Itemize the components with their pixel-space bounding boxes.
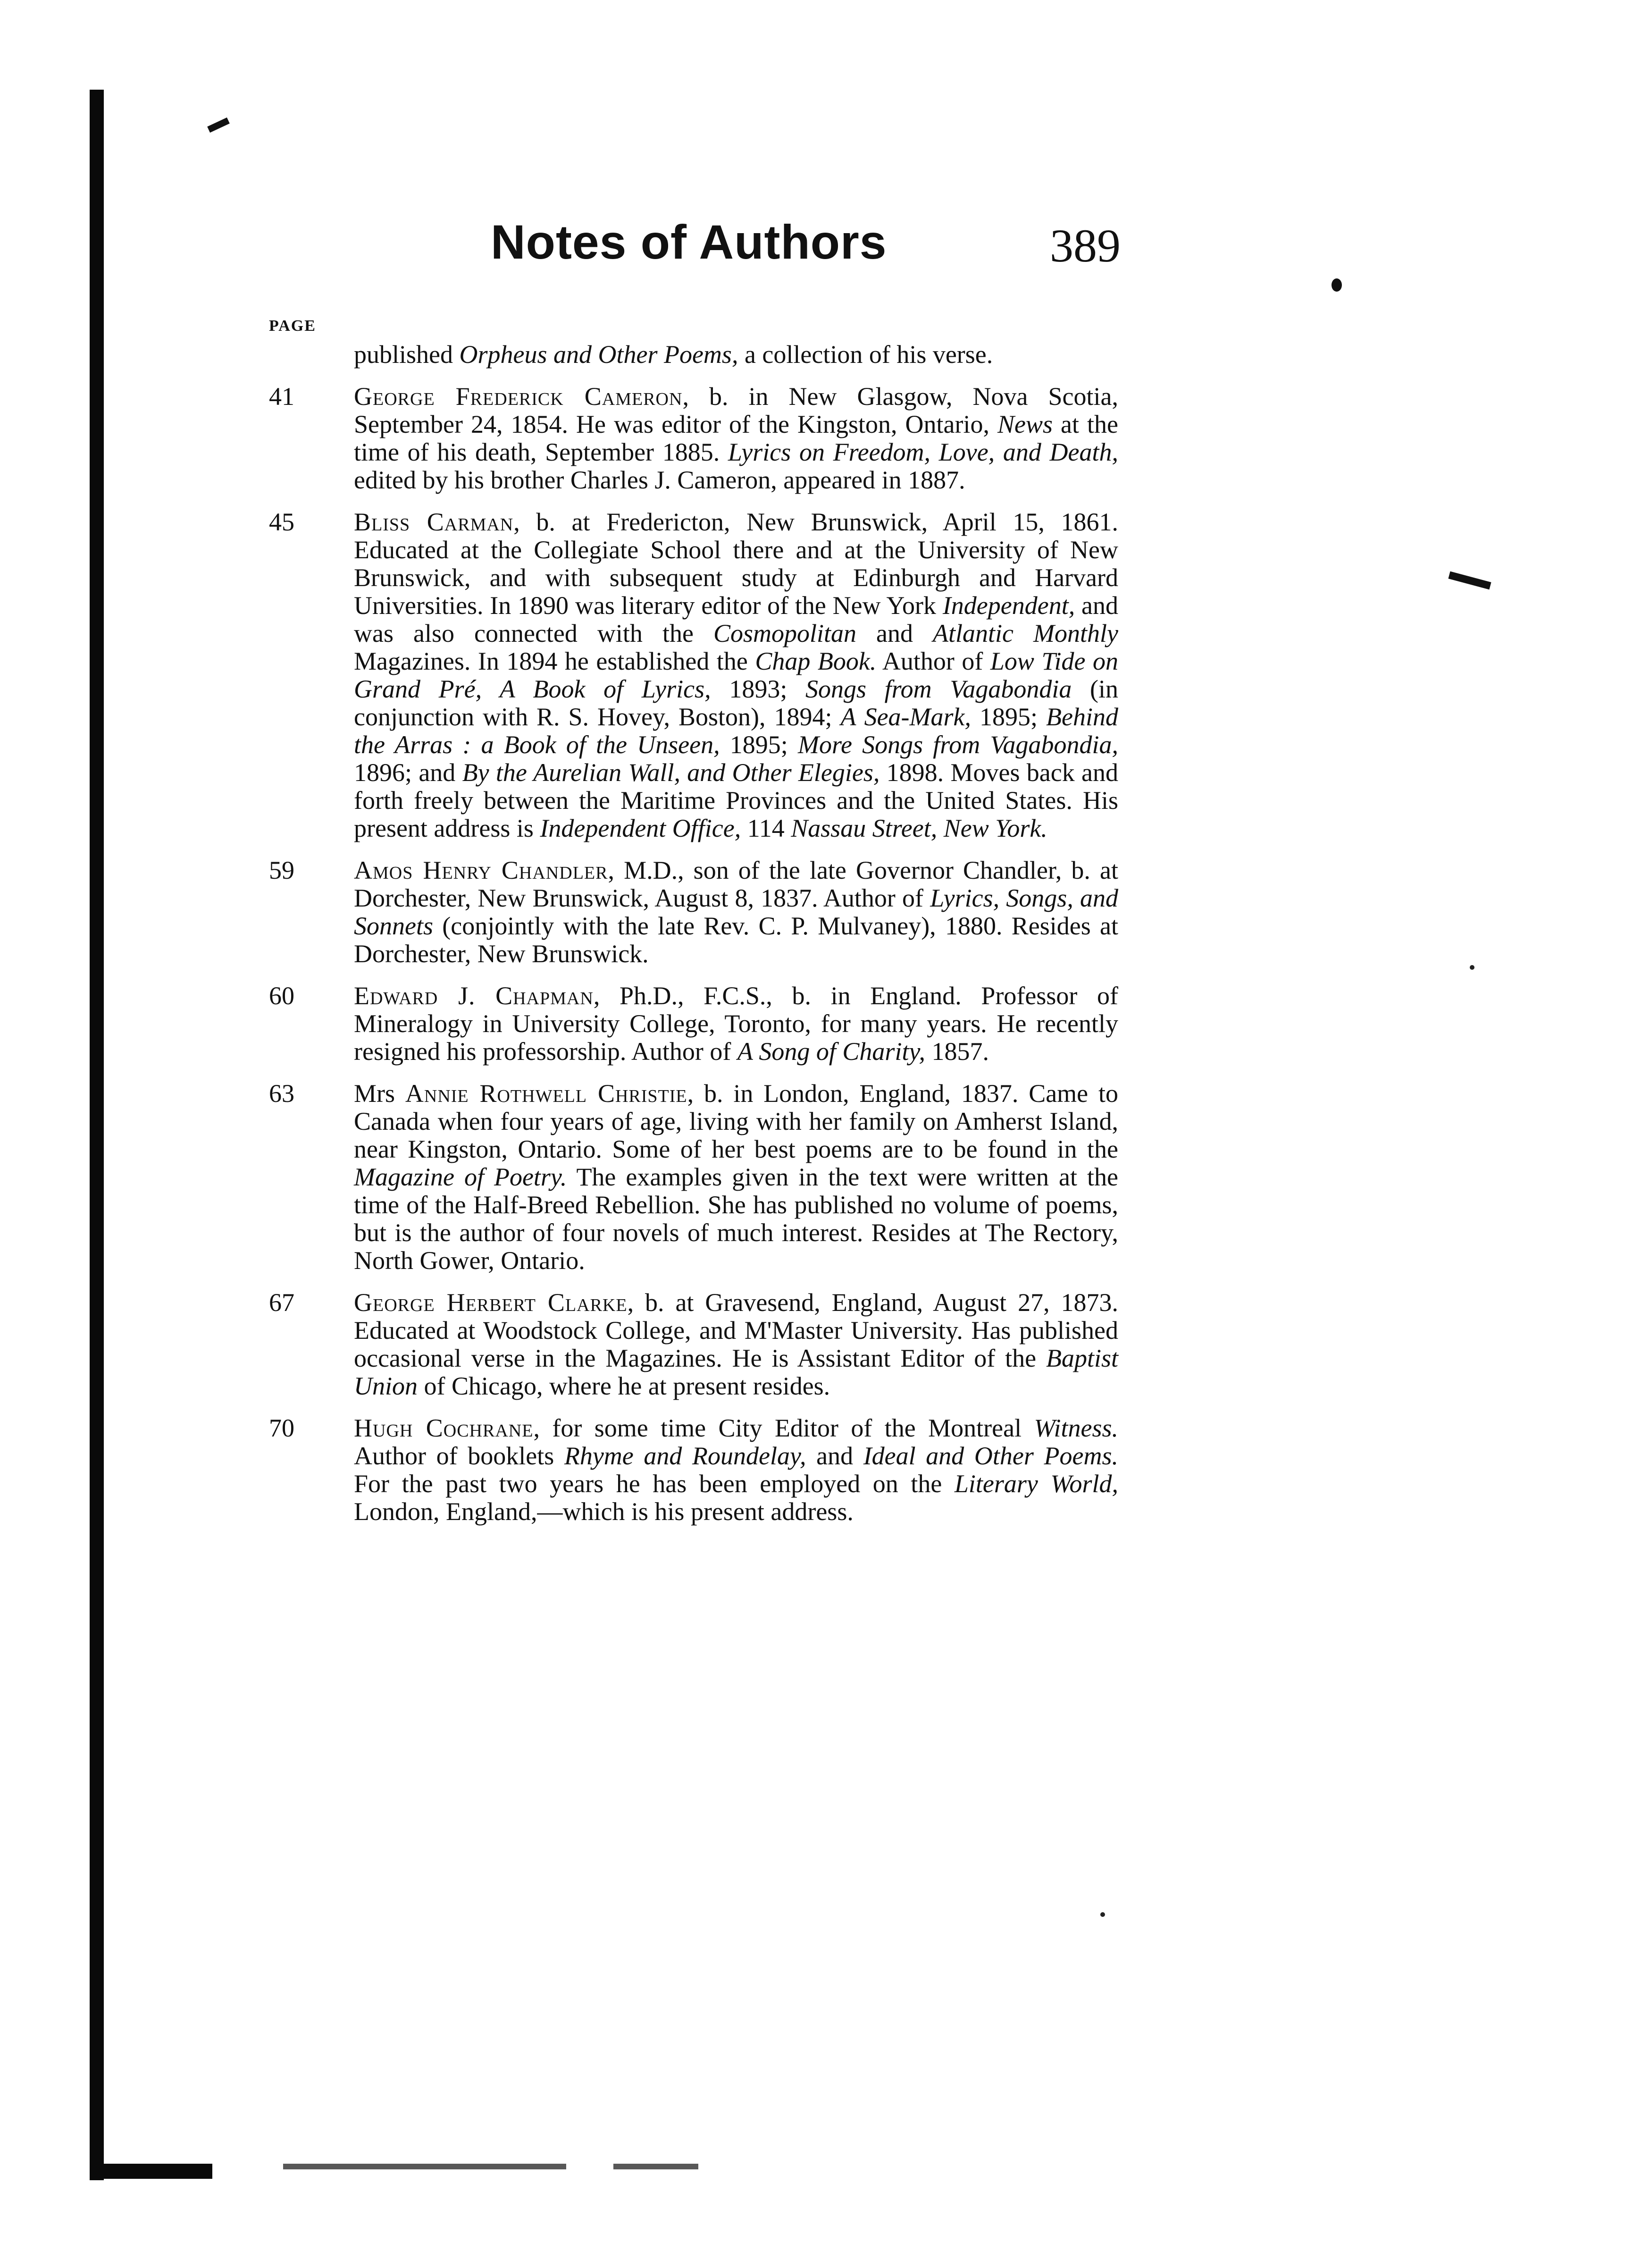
author-entry (264, 982, 1118, 1066)
scan-speck (1470, 965, 1474, 970)
entry-page-number: 60 (269, 982, 294, 1010)
scan-speck (1100, 1912, 1105, 1917)
author-notes-list (264, 341, 1118, 1540)
page-number: 389 (1050, 219, 1121, 272)
entry-text: Hugh Cochrane, for some time City Editor of the Montreal Witness. Author of booklets Rhyme and Roundelay, and Ideal and Other Poems. For the past two years he has been employed on the Literary World, London, England,—which is his present address. (354, 1414, 1118, 1526)
entry-page-number: 63 (269, 1079, 294, 1108)
entry-page-number: 70 (269, 1414, 294, 1442)
author-entry (264, 857, 1118, 968)
scan-bottom-noise (283, 2164, 566, 2169)
scan-binding-edge (90, 90, 104, 2180)
scan-hook-mark (1448, 571, 1491, 590)
entry-text: George Frederick Cameron, b. in New Glasgow, Nova Scotia, September 24, 1854. He was editor of the Kingston, Ontario, News at the time of his death, September 1885. Lyrics on Freedom, Love, and Death, edited by his brother Charles J. Cameron, appeared in 1887. (354, 382, 1119, 494)
running-title: Notes of Authors (491, 215, 887, 269)
entry-text: published Orpheus and Other Poems, a collection of his verse. (354, 340, 993, 369)
scan-arrow-mark (207, 118, 230, 133)
scan-bottom-noise (613, 2164, 698, 2169)
entry-page-number: 67 (269, 1288, 294, 1317)
page-column-label: PAGE (269, 317, 316, 335)
entry-text: Mrs Annie Rothwell Christie, b. in London, England, 1837. Came to Canada when four years of age, living with her family on Amherst Island, near Kingston, Ontario. Some of her best poems are to be found in the Magazine of Poetry. The examples given in the text were written at the time of the Half-Breed Rebellion. She has published no volume of poems, but is the author of four novels of much interest. Resides at The Rectory, North Gower, Ontario. (354, 1079, 1119, 1275)
author-entry (264, 508, 1118, 842)
author-entry (264, 1289, 1118, 1400)
entry-text: Bliss Carman, b. at Fredericton, New Brunswick, April 15, 1861. Educated at the Collegiate School there and at the University of New Brunswick, and with subsequent study at Edinburgh and Harvard Universities. In 1890 was literary editor of the New York Independent, and was also connected with the Cosmopolitan and Atlantic Monthly Magazines. In 1894 he established the Chap Book. Author of Low Tide on Grand Pré, A Book of Lyrics, 1893; Songs from Vagabondia (in conjunction with R. S. Hovey, Boston), 1894; A Sea-Mark, 1895; Behind the Arras : a Book of the Unseen, 1895; More Songs from Vagabondia, 1896; and By the Aurelian Wall, and Other Elegies, 1898. Moves back and forth freely between the Maritime Provinces and the United States. His present address is Independent Office, 114 Nassau Street, New York. (354, 508, 1118, 842)
entry-page-number: 59 (269, 856, 294, 884)
author-entry (264, 1414, 1118, 1526)
author-entry (264, 383, 1118, 494)
author-entry (264, 341, 1118, 369)
entry-text: Edward J. Chapman, Ph.D., F.C.S., b. in England. Professor of Mineralogy in University College, Toronto, for many years. He recently resigned his professorship. Author of A Song of Charity, 1857. (354, 982, 1118, 1066)
entry-text: Amos Henry Chandler, M.D., son of the late Governor Chandler, b. at Dorchester, New Brunswick, August 8, 1837. Author of Lyrics, Songs, and Sonnets (conjointly with the late Rev. C. P. Mulvaney), 1880. Resides at Dorchester, New Brunswick. (354, 856, 1119, 968)
entry-page-number: 45 (269, 508, 294, 536)
entry-page-number: 41 (269, 382, 294, 411)
author-entry (264, 1080, 1118, 1275)
scan-binding-foot (90, 2164, 212, 2179)
entry-text: George Herbert Clarke, b. at Gravesend, England, August 27, 1873. Educated at Woodstock College, and M'Master University. Has published occasional verse in the Magazines. He is Assistant Editor of the Baptist Union of Chicago, where he at present resides. (354, 1288, 1119, 1400)
page-header (0, 215, 1633, 290)
